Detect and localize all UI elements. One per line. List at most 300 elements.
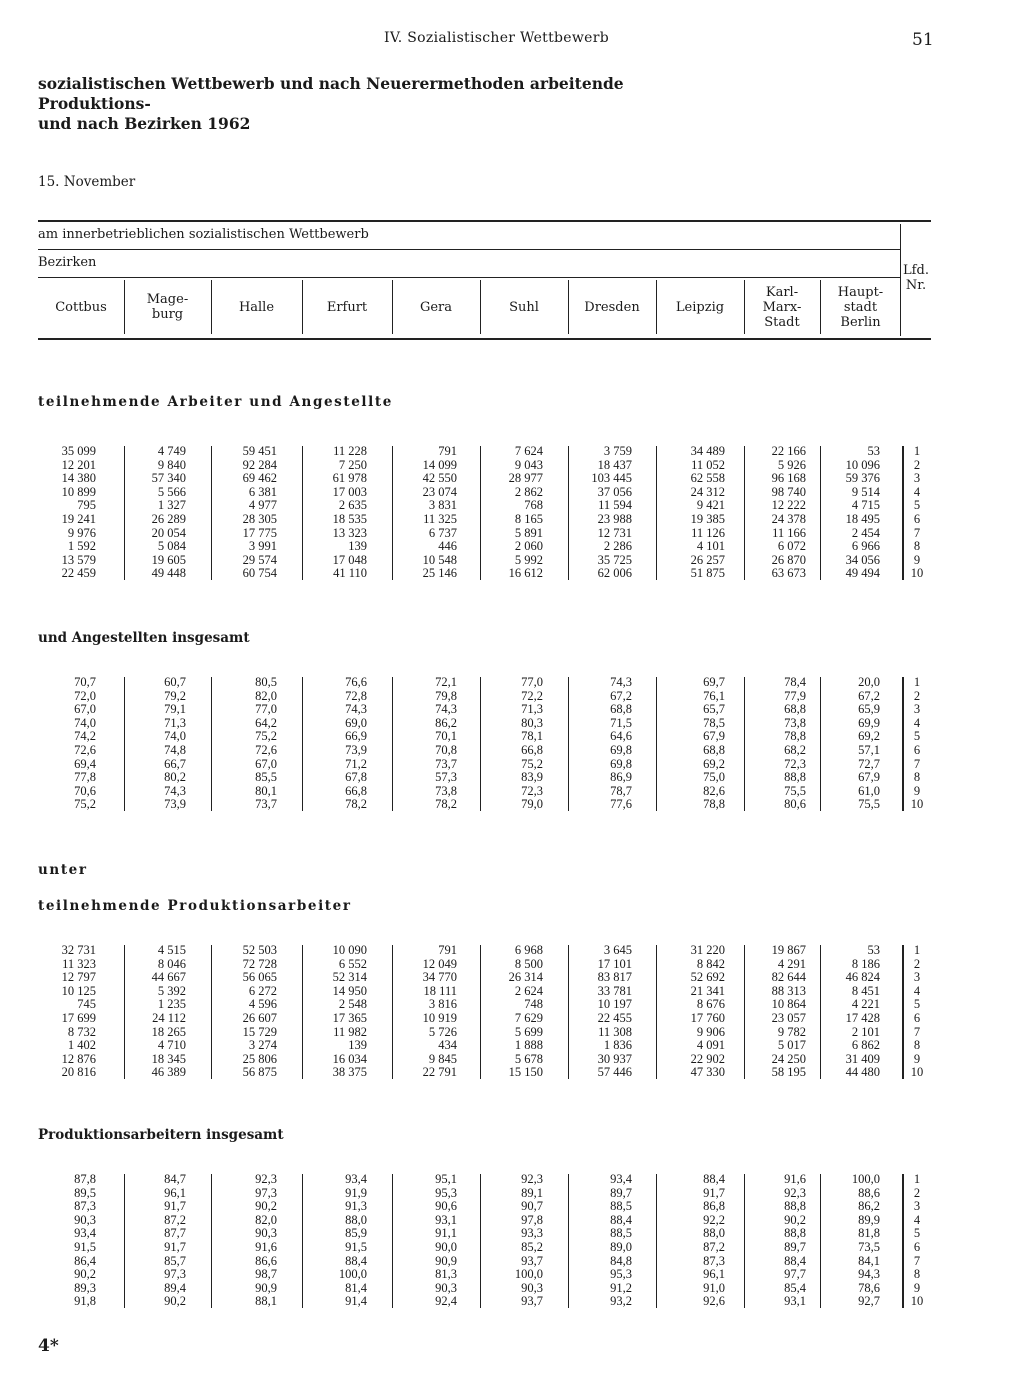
- table-cell: 31 409: [845, 1051, 880, 1066]
- table-cell: 3 645: [603, 943, 632, 957]
- table-cell: 96,1: [164, 1185, 186, 1200]
- section-title: Produktionsarbeitern insgesamt: [38, 1127, 284, 1143]
- table-cell: 19 385: [690, 512, 725, 526]
- table-cell: 6 966: [851, 539, 880, 554]
- table-cell: 84,1: [858, 1253, 880, 1268]
- table-cell: 11 228: [333, 444, 367, 458]
- table-cell: 81,4: [345, 1280, 367, 1295]
- table-cell: 69,2: [858, 729, 880, 744]
- data-column-divider: [656, 1174, 657, 1308]
- table-cell: 8 500: [514, 956, 543, 971]
- table-cell: 75,0: [703, 770, 725, 785]
- column-header-line: Cottbus: [55, 299, 107, 315]
- row-number: 2: [913, 1185, 921, 1200]
- data-column-divider: [568, 446, 569, 580]
- table-cell: 78,7: [610, 783, 632, 798]
- data-column-divider: [820, 945, 821, 1079]
- table-cell: 92,7: [858, 1294, 880, 1309]
- data-column-divider: [820, 446, 821, 580]
- data-column-divider: [124, 945, 125, 1079]
- table-cell: 91,5: [345, 1240, 367, 1254]
- table-cell: 17 760: [690, 1011, 725, 1025]
- data-column-divider: [480, 677, 481, 811]
- table-cell: 59 376: [845, 471, 880, 486]
- table-cell: 83 817: [597, 970, 632, 985]
- table-cell: 8 165: [514, 512, 543, 526]
- table-cell: 25 146: [422, 566, 457, 581]
- section-title: teilnehmende Produktionsarbeiter: [38, 898, 352, 914]
- table-cell: 795: [77, 498, 96, 513]
- table-cell: 85,4: [784, 1280, 806, 1295]
- row-number: 3: [913, 702, 921, 717]
- table-cell: 89,1: [521, 1185, 543, 1200]
- column-header-line: Karl-: [765, 284, 799, 300]
- table-cell: 91,9: [345, 1185, 367, 1200]
- column-header-7: [656, 300, 744, 315]
- column-header-line: Mage-: [146, 292, 189, 307]
- table-cell: 74,3: [610, 675, 632, 689]
- table-cell: 23 057: [771, 1011, 806, 1025]
- table-cell: 44 667: [151, 970, 186, 985]
- table-cell: 88,1: [255, 1294, 277, 1309]
- table-cell: 100,0: [851, 1172, 880, 1186]
- table-cell: 89,3: [74, 1280, 96, 1295]
- table-cell: 15 150: [508, 1065, 543, 1080]
- data-lfd-divider: [902, 677, 904, 811]
- table-cell: 88,4: [784, 1253, 806, 1268]
- table-cell: 79,1: [164, 702, 186, 717]
- table-cell: 72,7: [858, 756, 880, 771]
- table-cell: 4 101: [696, 539, 725, 554]
- table-cell: 90,7: [521, 1199, 543, 1214]
- table-cell: 11 325: [423, 512, 457, 526]
- table-cell: 2 548: [338, 997, 367, 1012]
- table-cell: 69 462: [242, 471, 277, 486]
- table-cell: 37 056: [597, 484, 632, 499]
- row-number: 1: [913, 675, 921, 689]
- table-cell: 1 235: [157, 997, 186, 1012]
- table-cell: 69,9: [858, 715, 880, 730]
- table-cell: 82,0: [255, 688, 277, 703]
- table-cell: 8 046: [157, 956, 186, 971]
- table-cell: 69,4: [74, 756, 96, 771]
- table-cell: 57,3: [435, 770, 457, 785]
- header-column-divider: [656, 280, 657, 334]
- row-number: 6: [913, 1240, 921, 1254]
- table-cell: 88,4: [345, 1253, 367, 1268]
- data-column-divider: [568, 677, 569, 811]
- table-cell: 12 049: [422, 956, 457, 971]
- table-cell: 73,7: [435, 756, 457, 771]
- data-column-divider: [211, 1174, 212, 1308]
- table-cell: 13 323: [332, 525, 367, 540]
- table-cell: 17 048: [332, 552, 367, 567]
- table-cell: 52 314: [332, 970, 367, 985]
- table-cell: 95,1: [435, 1172, 457, 1186]
- row-number: 5: [913, 498, 921, 513]
- table-cell: 10 548: [422, 552, 457, 567]
- table-cell: 17 365: [332, 1011, 367, 1025]
- table-cell: 2 635: [338, 498, 367, 513]
- table-cell: 78,2: [345, 797, 367, 812]
- table-cell: 70,6: [74, 783, 96, 798]
- table-cell: 4 221: [851, 997, 880, 1012]
- table-cell: 26 870: [771, 552, 806, 567]
- table-cell: 74,3: [435, 702, 457, 717]
- table-cell: 88,0: [345, 1212, 367, 1227]
- table-cell: 66,7: [164, 756, 186, 771]
- table-cell: 91,5: [74, 1240, 96, 1254]
- table-cell: 745: [77, 997, 96, 1012]
- row-number: 7: [913, 1253, 921, 1268]
- table-cell: 85,5: [255, 770, 277, 785]
- row-number: 3: [913, 970, 921, 985]
- table-cell: 91,7: [164, 1240, 186, 1254]
- table-cell: 78,1: [521, 729, 543, 744]
- table-cell: 67,2: [610, 688, 632, 703]
- table-cell: 35 099: [61, 444, 96, 458]
- table-cell: 91,6: [255, 1240, 277, 1254]
- table-cell: 90,3: [521, 1280, 543, 1295]
- table-cell: 67,8: [345, 770, 367, 785]
- row-number: 3: [913, 471, 921, 486]
- table-cell: 2 060: [514, 539, 543, 554]
- table-cell: 35 725: [597, 552, 632, 567]
- table-cell: 38 375: [332, 1065, 367, 1080]
- data-lfd-divider: [902, 945, 904, 1079]
- table-cell: 57 340: [151, 471, 186, 486]
- table-cell: 11 126: [691, 525, 725, 540]
- table-cell: 91,7: [164, 1199, 186, 1214]
- table-cell: 30 937: [597, 1051, 632, 1066]
- table-cell: 19 605: [151, 552, 186, 567]
- table-cell: 83,9: [521, 770, 543, 785]
- table-cell: 79,2: [164, 688, 186, 703]
- table-cell: 7 250: [338, 457, 367, 472]
- table-cell: 28 305: [242, 512, 277, 526]
- table-cell: 92 284: [242, 457, 277, 472]
- table-cell: 91,3: [345, 1199, 367, 1214]
- table-cell: 9 840: [157, 457, 186, 472]
- column-header-line: Suhl: [509, 299, 539, 315]
- table-cell: 1 836: [603, 1038, 632, 1053]
- table-cell: 85,9: [345, 1226, 367, 1241]
- table-cell: 69,0: [345, 715, 367, 730]
- row-number: 10: [910, 566, 924, 581]
- table-cell: 791: [438, 444, 457, 458]
- table-cell: 9 976: [67, 525, 96, 540]
- data-column-divider: [392, 446, 393, 580]
- header-column-divider: [568, 280, 569, 334]
- table-cell: 49 448: [151, 566, 186, 581]
- table-cell: 10 125: [61, 983, 96, 998]
- table-cell: 80,6: [784, 797, 806, 812]
- table-cell: 88,0: [703, 1226, 725, 1241]
- table-cell: 64,2: [255, 715, 277, 730]
- table-cell: 5 678: [514, 1051, 543, 1066]
- data-column-divider: [302, 945, 303, 1079]
- header-column-divider: [820, 280, 821, 334]
- table-cell: 4 715: [851, 498, 880, 513]
- table-cell: 32 731: [61, 943, 96, 957]
- column-header-line: Leipzig: [675, 299, 725, 315]
- table-cell: 93,4: [345, 1172, 367, 1186]
- table-cell: 90,2: [255, 1199, 277, 1214]
- table-cell: 71,3: [164, 715, 186, 730]
- table-cell: 72,6: [255, 743, 277, 757]
- table-cell: 71,5: [610, 715, 632, 730]
- table-cell: 84,8: [610, 1253, 632, 1268]
- table-cell: 14 380: [61, 471, 96, 486]
- table-cell: 69,7: [703, 675, 725, 689]
- row-number: 9: [913, 783, 921, 798]
- table-cell: 93,4: [74, 1226, 96, 1241]
- row-number: 6: [913, 743, 921, 757]
- row-number: 4: [913, 715, 921, 730]
- table-cell: 90,2: [74, 1267, 96, 1282]
- table-cell: 85,2: [521, 1240, 543, 1254]
- table-cell: 20 054: [151, 525, 186, 540]
- table-cell: 5 926: [777, 457, 806, 472]
- table-title-line-2: und nach Bezirken 1962: [38, 114, 251, 133]
- table-cell: 95,3: [435, 1185, 457, 1200]
- table-cell: 69,2: [703, 756, 725, 771]
- table-cell: 10 090: [332, 943, 367, 957]
- table-cell: 14 950: [332, 983, 367, 998]
- table-cell: 75,2: [255, 729, 277, 744]
- table-cell: 73,5: [858, 1240, 880, 1254]
- table-cell: 3 759: [603, 444, 632, 458]
- table-cell: 16 034: [332, 1051, 367, 1066]
- table-cell: 81,3: [435, 1267, 457, 1282]
- table-cell: 78,5: [703, 715, 725, 730]
- table-cell: 90,3: [435, 1280, 457, 1295]
- table-cell: 80,5: [255, 675, 277, 689]
- table-cell: 44 480: [845, 1065, 880, 1080]
- table-cell: 93,2: [610, 1294, 632, 1309]
- table-cell: 85,7: [164, 1253, 186, 1268]
- table-cell: 10 096: [845, 457, 880, 472]
- header-column-divider: [124, 280, 125, 334]
- table-cell: 82 644: [771, 970, 806, 985]
- table-cell: 88,8: [784, 1199, 806, 1214]
- table-cell: 6 862: [851, 1038, 880, 1053]
- table-cell: 92,3: [255, 1172, 277, 1186]
- table-cell: 42 550: [422, 471, 457, 486]
- table-cell: 93,7: [521, 1294, 543, 1309]
- table-cell: 103 445: [591, 471, 632, 486]
- table-cell: 60 754: [242, 566, 277, 581]
- table-title: [38, 74, 698, 134]
- table-cell: 97,3: [255, 1185, 277, 1200]
- table-cell: 89,4: [164, 1280, 186, 1295]
- table-cell: 89,0: [610, 1240, 632, 1254]
- page-number: 51: [912, 30, 934, 50]
- row-number: 9: [913, 1280, 921, 1295]
- data-column-divider: [392, 945, 393, 1079]
- table-cell: 5 726: [428, 1024, 457, 1039]
- table-cell: 22 902: [690, 1051, 725, 1066]
- table-cell: 29 574: [242, 552, 277, 567]
- table-cell: 84,7: [164, 1172, 186, 1186]
- table-cell: 92,2: [703, 1212, 725, 1227]
- header-bottom-rule: [38, 338, 931, 340]
- table-cell: 79,8: [435, 688, 457, 703]
- running-header: IV. Sozialistischer Wettbewerb: [384, 30, 609, 46]
- header-column-divider: [744, 280, 745, 334]
- table-cell: 89,7: [784, 1240, 806, 1254]
- table-cell: 12 201: [61, 457, 96, 472]
- table-cell: 73,7: [255, 797, 277, 812]
- table-cell: 75,5: [858, 797, 880, 812]
- column-header-line: stadt: [843, 299, 878, 315]
- table-cell: 91,2: [610, 1280, 632, 1295]
- table-cell: 75,5: [784, 783, 806, 798]
- table-cell: 65,9: [858, 702, 880, 717]
- table-cell: 15 729: [242, 1024, 277, 1039]
- table-cell: 2 286: [603, 539, 632, 554]
- table-cell: 90,6: [435, 1199, 457, 1214]
- table-cell: 90,3: [74, 1212, 96, 1227]
- table-cell: 87,2: [164, 1212, 186, 1227]
- table-cell: 41 110: [333, 566, 367, 581]
- table-cell: 91,7: [703, 1185, 725, 1200]
- table-cell: 81,8: [858, 1226, 880, 1241]
- table-cell: 9 845: [428, 1051, 457, 1066]
- table-cell: 49 494: [845, 566, 880, 581]
- table-cell: 53: [867, 943, 880, 957]
- table-cell: 74,3: [345, 702, 367, 717]
- data-column-divider: [124, 446, 125, 580]
- table-cell: 91,1: [435, 1226, 457, 1241]
- table-cell: 94,3: [858, 1267, 880, 1282]
- section-pretitle: unter: [38, 862, 88, 878]
- table-cell: 87,7: [164, 1226, 186, 1241]
- row-number: 2: [913, 688, 921, 703]
- table-cell: 51 875: [690, 566, 725, 581]
- column-header-5: [480, 300, 568, 315]
- data-column-divider: [744, 446, 745, 580]
- table-cell: 92,3: [784, 1185, 806, 1200]
- data-column-divider: [820, 677, 821, 811]
- table-cell: 20,0: [858, 675, 880, 689]
- row-number: 9: [913, 1051, 921, 1066]
- data-column-divider: [302, 1174, 303, 1308]
- table-cell: 52 503: [242, 943, 277, 957]
- data-column-divider: [302, 677, 303, 811]
- table-cell: 100,0: [338, 1267, 367, 1282]
- table-cell: 62 558: [690, 471, 725, 486]
- table-cell: 91,4: [345, 1294, 367, 1309]
- row-number: 5: [913, 1226, 921, 1241]
- column-header-line: Stadt: [764, 314, 800, 330]
- row-number: 8: [913, 1038, 921, 1053]
- table-cell: 791: [438, 943, 457, 957]
- table-cell: 61 978: [332, 471, 367, 486]
- table-cell: 1 327: [157, 498, 186, 513]
- table-cell: 73,9: [164, 797, 186, 812]
- table-cell: 25 806: [242, 1051, 277, 1066]
- table-cell: 98,7: [255, 1267, 277, 1282]
- table-cell: 90,9: [255, 1280, 277, 1295]
- row-number: 7: [913, 525, 921, 540]
- column-header-line: Erfurt: [326, 299, 368, 315]
- table-cell: 26 257: [690, 552, 725, 567]
- table-cell: 69,8: [610, 743, 632, 757]
- table-cell: 67,0: [255, 756, 277, 771]
- data-column-divider: [656, 446, 657, 580]
- table-cell: 446: [438, 539, 457, 554]
- table-cell: 65,7: [703, 702, 725, 717]
- table-cell: 2 862: [514, 484, 543, 499]
- table-cell: 2 454: [851, 525, 880, 540]
- column-header-line: Gera: [419, 299, 453, 315]
- table-cell: 11 308: [598, 1024, 632, 1039]
- table-cell: 66,9: [345, 729, 367, 744]
- row-number: 10: [910, 797, 924, 812]
- table-cell: 68,8: [610, 702, 632, 717]
- table-cell: 74,0: [164, 729, 186, 744]
- row-number: 10: [910, 1294, 924, 1309]
- table-cell: 46 824: [845, 970, 880, 985]
- table-cell: 87,3: [703, 1253, 725, 1268]
- table-cell: 34 056: [845, 552, 880, 567]
- table-cell: 91,0: [703, 1280, 725, 1295]
- table-cell: 93,3: [521, 1226, 543, 1241]
- table-cell: 53: [867, 444, 880, 458]
- table-cell: 18 495: [845, 512, 880, 526]
- data-column-divider: [568, 945, 569, 1079]
- row-number: 1: [913, 444, 921, 458]
- table-cell: 7 629: [514, 1011, 543, 1025]
- lfd-header-line-2: Nr.: [905, 278, 927, 293]
- table-cell: 17 699: [61, 1011, 96, 1025]
- table-cell: 10 197: [597, 997, 632, 1012]
- table-cell: 18 265: [151, 1024, 186, 1039]
- column-header-line: Dresden: [584, 299, 640, 315]
- table-cell: 73,8: [784, 715, 806, 730]
- table-cell: 93,1: [784, 1294, 806, 1309]
- table-cell: 12 222: [771, 498, 806, 513]
- table-cell: 22 166: [771, 444, 806, 458]
- table-cell: 17 003: [332, 484, 367, 499]
- table-cell: 88,6: [858, 1185, 880, 1200]
- table-cell: 56 875: [242, 1065, 277, 1080]
- reference-date: 15. November: [38, 174, 136, 190]
- table-cell: 18 345: [151, 1051, 186, 1066]
- row-number: 10: [910, 1065, 924, 1080]
- table-cell: 70,1: [435, 729, 457, 744]
- table-cell: 8 842: [696, 956, 725, 971]
- data-lfd-divider: [902, 1174, 904, 1308]
- table-cell: 75,2: [521, 756, 543, 771]
- table-cell: 434: [438, 1038, 457, 1053]
- table-cell: 26 289: [151, 512, 186, 526]
- table-cell: 6 072: [777, 539, 806, 554]
- column-header-4: [392, 300, 480, 315]
- table-cell: 17 775: [242, 525, 277, 540]
- table-cell: 57 446: [597, 1065, 632, 1080]
- row-number: 9: [913, 552, 921, 567]
- header-column-divider: [211, 280, 212, 334]
- row-number: 1: [913, 1172, 921, 1186]
- table-cell: 139: [348, 1038, 367, 1053]
- table-cell: 3 274: [248, 1038, 277, 1053]
- data-column-divider: [392, 677, 393, 811]
- table-cell: 89,5: [74, 1185, 96, 1200]
- table-cell: 90,2: [784, 1212, 806, 1227]
- table-cell: 3 816: [428, 997, 457, 1012]
